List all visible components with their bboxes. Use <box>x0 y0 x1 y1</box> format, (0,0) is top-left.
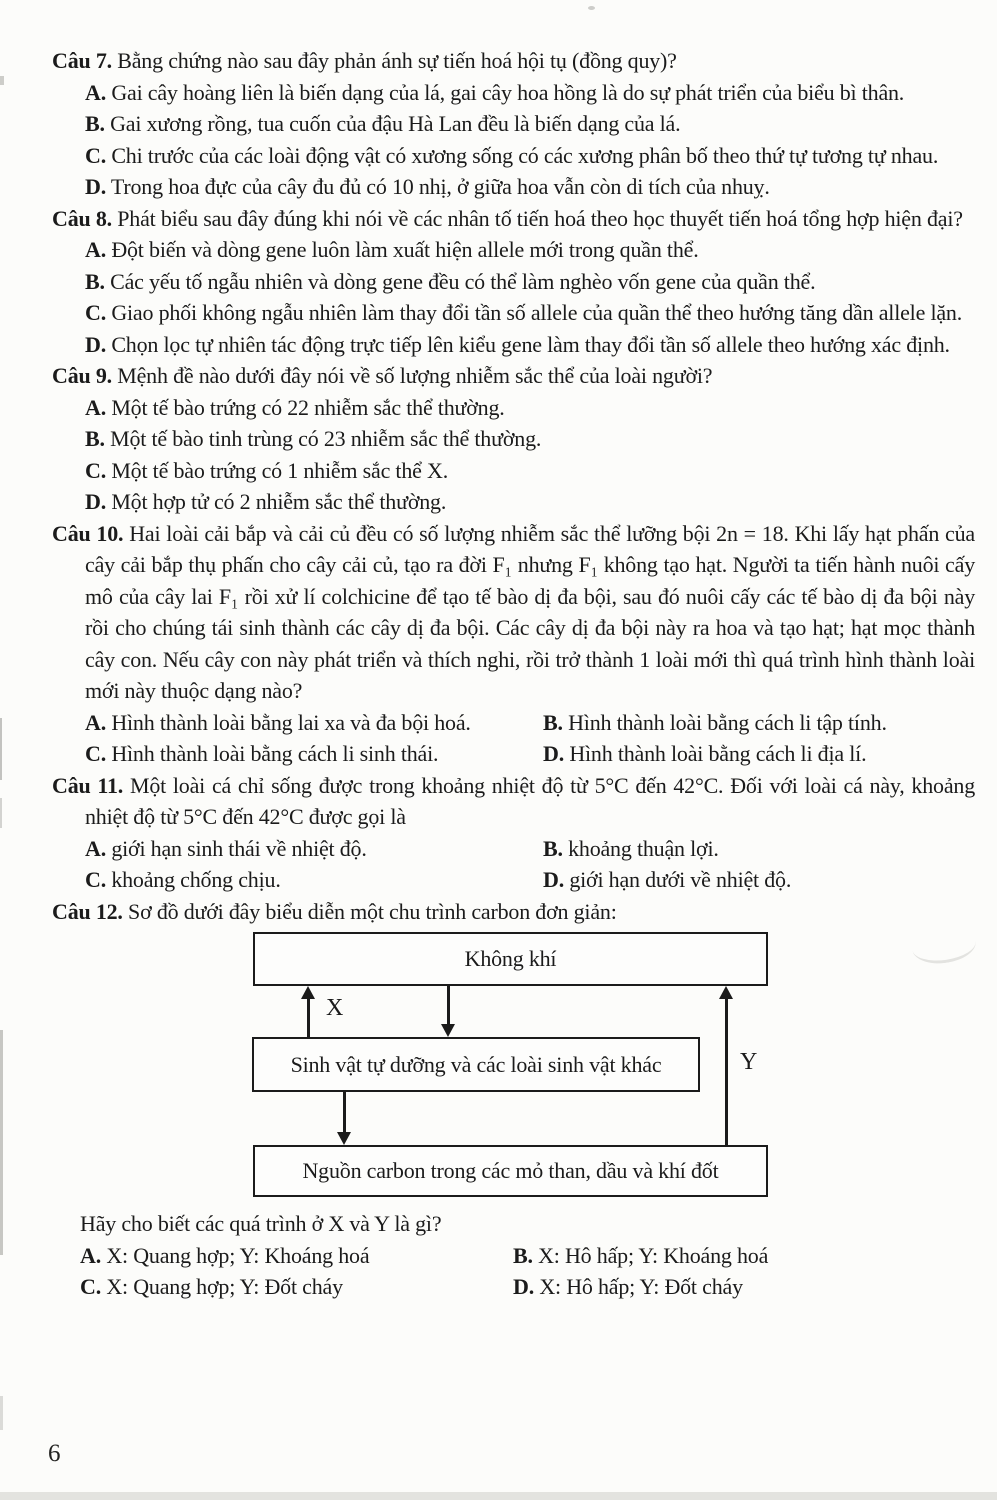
question-12-option-a <box>80 1240 513 1272</box>
question-8-option-b <box>52 266 975 298</box>
option-letter: B. <box>85 268 105 294</box>
question-10-option-c <box>85 738 543 770</box>
carbon-cycle-diagram <box>200 932 930 1197</box>
option-letter: C. <box>85 300 106 325</box>
option-letter: A. <box>85 394 106 420</box>
question-12-prompt <box>80 1208 975 1240</box>
x-arrow-up-icon <box>301 986 315 999</box>
question-9-option-b <box>52 423 975 455</box>
question-11-option-c <box>85 864 543 896</box>
carbon-source-box-label: Nguồn carbon trong các mỏ than, dầu và khí đốt <box>302 1158 719 1184</box>
option-text: X: Hô hấp; Y: Đốt cháy <box>539 1274 743 1299</box>
question-9 <box>52 360 975 392</box>
option-text: Hình thành loài bằng lai xa và đa bội hoá. <box>111 709 471 735</box>
question-10-text: Hai loài cải bắp và cải củ đều có số lượng nhiễm sắc thể lưỡng bội 2n = 18. Khi lấy hạt phấn của cây cải bắp thụ phấn cho cây cải củ, tạo ra đời F₁ nhưng F₁ không tạo hạt. Người ta tiến hành nuôi cấy mô của cây lai F₁ rồi xử lí colchicine để tạo tế bào dị đa bội, sau đó nuôi cấy các tế bào dị đa bội này rồi cho chúng tái sinh thành các cây dị đa bội. Các cây dị đa bội này ra hoa và tạo hạt; hạt mọc thành cây con. Nếu cây con này phát triển và thích nghi, rồi trở thành 1 loài mới thì quá trình hình thành loài mới này thuộc dạng nào? <box>85 520 975 703</box>
y-arrow-line <box>725 998 728 1145</box>
option-letter: B. <box>513 1242 533 1268</box>
option-letter: D. <box>85 489 106 514</box>
question-7-text: Bằng chứng nào sau đây phản ánh sự tiến hoá hội tụ (đồng quy)? <box>117 48 677 73</box>
option-letter: B. <box>85 426 105 451</box>
question-9-text: Mệnh đề nào dưới đây nói về số lượng nhiễm sắc thể của loài người? <box>117 363 713 388</box>
question-7-option-d <box>52 171 975 203</box>
y-arrow-up-icon <box>719 986 733 999</box>
organisms-to-carbon-arrow-down-icon <box>337 1132 351 1145</box>
option-text: khoảng thuận lợi. <box>568 835 719 861</box>
question-12-option-d <box>513 1271 975 1303</box>
question-9-option-d <box>52 486 975 518</box>
x-arrow-line <box>307 998 310 1037</box>
question-11-label: Câu 11. <box>52 772 124 798</box>
question-12-options-row-2 <box>52 1271 975 1303</box>
organisms-box-label: Sinh vật tự dưỡng và các loài sinh vật khác <box>290 1051 662 1077</box>
option-letter: B. <box>543 835 563 861</box>
question-11-options-row-1 <box>52 833 975 865</box>
question-9-label: Câu 9. <box>52 363 112 388</box>
option-text: Một tế bào trứng có 1 nhiễm sắc thể X. <box>111 457 448 483</box>
option-letter: D. <box>85 174 106 199</box>
question-12-option-c <box>80 1271 513 1303</box>
question-9-option-c <box>52 455 975 487</box>
option-text: Hình thành loài bằng cách li sinh thái. <box>111 741 439 766</box>
scan-artifact <box>0 76 4 85</box>
question-12-prompt-text: Hãy cho biết các quá trình ở X và Y là gì? <box>80 1211 442 1236</box>
air-to-organisms-arrow-line <box>447 986 450 1024</box>
scan-artifact <box>0 718 2 780</box>
option-text: Gai cây hoàng liên là biến dạng của lá, gai cây hoa hồng là do sự phát triển của biểu bì thân. <box>111 79 905 105</box>
option-letter: C. <box>85 741 106 766</box>
air-to-organisms-arrow-down-icon <box>441 1024 455 1037</box>
option-text: Một tế bào tinh trùng có 23 nhiễm sắc thể thường. <box>110 426 542 451</box>
scan-artifact <box>588 6 595 10</box>
question-7-label: Câu 7. <box>52 48 112 73</box>
option-text: giới hạn dưới về nhiệt độ. <box>569 867 792 892</box>
air-box-label: Không khí <box>464 946 557 972</box>
carbon-source-box <box>253 1145 768 1197</box>
question-9-option-a <box>52 392 975 424</box>
option-text: Gai xương rồng, tua cuốn của đậu Hà Lan đều là biến dạng của lá. <box>110 111 681 136</box>
question-11-option-b <box>543 833 975 865</box>
question-12-option-b <box>513 1240 975 1272</box>
option-text: Một tế bào trứng có 22 nhiễm sắc thể thường. <box>111 394 505 420</box>
option-text: Trong hoa đực của cây đu đủ có 10 nhị, ở giữa hoa vẫn còn di tích của nhuỵ. <box>110 174 770 199</box>
question-8-text: Phát biểu sau đây đúng khi nói về các nhân tố tiến hoá theo học thuyết tiến hoá tổng hợp hiện đại? <box>117 205 963 231</box>
option-text: X: Quang hợp; Y: Khoáng hoá <box>106 1242 370 1268</box>
question-12-options-row-1 <box>52 1240 975 1272</box>
scan-artifact <box>0 798 2 828</box>
option-letter: C. <box>85 142 106 168</box>
option-letter: A. <box>85 709 106 735</box>
question-12-label: Câu 12. <box>52 898 123 924</box>
option-letter: D. <box>543 867 564 892</box>
option-text: Giao phối không ngẫu nhiên làm thay đổi tần số allele của quần thể theo hướng tăng dần allele lặn. <box>111 300 963 325</box>
option-letter: C. <box>85 457 106 483</box>
question-11-option-a <box>85 833 543 865</box>
option-letter: C. <box>85 867 106 892</box>
page-number: 6 <box>48 1440 61 1467</box>
option-text: Một hợp tử có 2 nhiễm sắc thể thường. <box>111 489 447 514</box>
option-letter: B. <box>543 709 563 735</box>
option-letter: A. <box>80 1242 101 1268</box>
question-8 <box>52 203 975 235</box>
question-8-option-c <box>52 297 975 329</box>
scan-artifact <box>0 1492 997 1500</box>
question-11-text: Một loài cá chỉ sống được trong khoảng nhiệt độ từ 5°C đến 42°C. Đối với loài cá này, khoảng nhiệt độ từ 5°C đến 42°C được gọi là <box>85 772 975 829</box>
option-text: khoảng chống chịu. <box>111 867 281 892</box>
scan-artifact <box>0 1396 3 1430</box>
question-10-option-b <box>543 707 975 739</box>
question-10-options-row-2 <box>52 738 975 770</box>
option-text: Chọn lọc tự nhiên tác động trực tiếp lên kiểu gene làm thay đổi tần số allele theo hướng xác định. <box>111 331 950 357</box>
scan-artifact <box>0 1030 3 1255</box>
option-text: Chi trước của các loài động vật có xương sống có các xương phân bố theo thứ tự tương tự nhau. <box>111 142 939 168</box>
question-7 <box>52 45 975 77</box>
x-process-label: X <box>326 995 344 1021</box>
question-10-options-row-1 <box>52 707 975 739</box>
option-text: giới hạn sinh thái về nhiệt độ. <box>111 835 367 861</box>
option-text: Các yếu tố ngẫu nhiên và dòng gene đều có thể làm nghèo vốn gene của quần thể. <box>110 268 816 294</box>
question-10 <box>52 518 975 707</box>
question-11 <box>52 770 975 833</box>
question-12 <box>52 896 975 928</box>
option-letter: B. <box>85 111 105 136</box>
option-letter: A. <box>85 237 106 262</box>
question-7-option-b <box>52 108 975 140</box>
organisms-to-carbon-arrow-line <box>343 1092 346 1132</box>
question-7-option-c <box>52 140 975 172</box>
question-8-option-d <box>52 329 975 361</box>
question-10-label: Câu 10. <box>52 520 124 546</box>
y-process-label: Y <box>740 1049 758 1075</box>
organisms-box <box>252 1037 700 1092</box>
option-letter: A. <box>85 835 106 861</box>
option-letter: D. <box>513 1274 534 1299</box>
option-text: Hình thành loài bằng cách li địa lí. <box>569 741 867 766</box>
question-8-option-a <box>52 234 975 266</box>
question-12-text: Sơ đồ dưới đây biểu diễn một chu trình carbon đơn giản: <box>128 898 617 924</box>
option-letter: C. <box>80 1274 101 1299</box>
question-7-option-a <box>52 77 975 109</box>
question-11-options-row-2 <box>52 864 975 896</box>
option-text: X: Quang hợp; Y: Đốt cháy <box>106 1274 343 1299</box>
option-text: X: Hô hấp; Y: Khoáng hoá <box>538 1242 769 1268</box>
question-11-option-d <box>543 864 975 896</box>
question-8-label: Câu 8. <box>52 205 112 231</box>
question-10-option-a <box>85 707 543 739</box>
option-text: Hình thành loài bằng cách li tập tính. <box>568 709 887 735</box>
option-letter: A. <box>85 79 106 105</box>
option-letter: D. <box>85 331 106 357</box>
exam-content <box>52 45 975 1303</box>
question-10-option-d <box>543 738 975 770</box>
option-letter: D. <box>543 741 564 766</box>
air-box <box>253 932 768 986</box>
option-text: Đột biến và dòng gene luôn làm xuất hiện allele mới trong quần thể. <box>111 237 699 262</box>
